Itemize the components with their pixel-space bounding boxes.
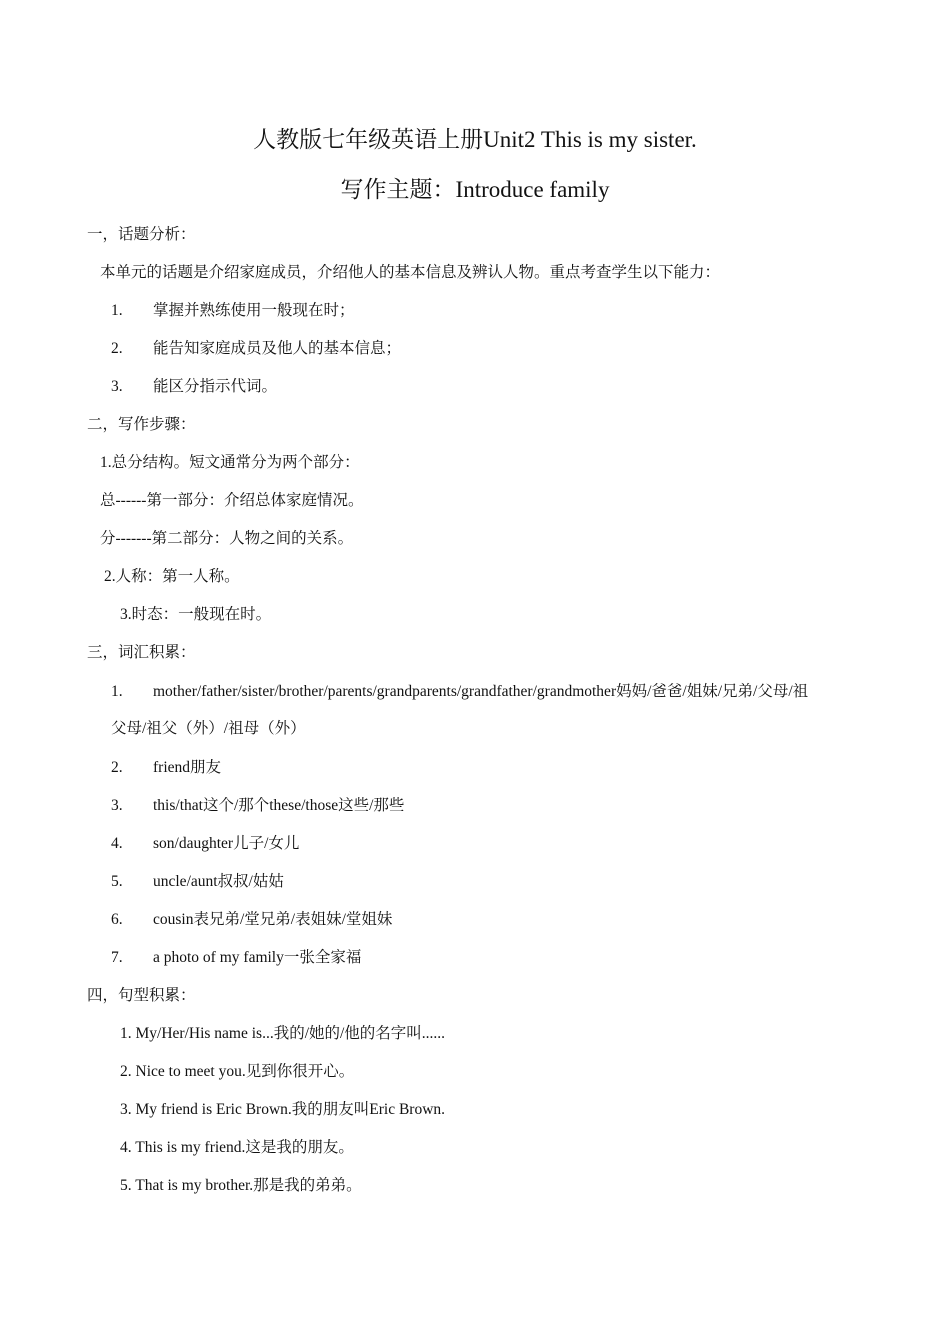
sentence-line: 3. My friend is Eric Brown.我的朋友叫Eric Brown. [120,1101,446,1118]
section-heading-sentence-patterns: 四，句型积累： [87,987,196,1004]
list-item-text: friend朋友 [153,759,222,776]
list-item-text: cousin表兄弟/堂兄弟/表姐妹/堂姐妹 [153,911,393,928]
list-item-text: son/daughter儿子/女儿 [153,835,300,852]
list-item-number: 3. [111,378,123,395]
list-item-text: this/that这个/那个these/those这些/那些 [153,797,405,814]
step-line: 2.人称：第一人称。 [104,568,240,585]
list-item-number: 2. [111,759,123,776]
sentence-line: 1. My/Her/His name is...我的/她的/他的名字叫...... [120,1025,446,1042]
list-item-text: mother/father/sister/brother/parents/grandparents/grandfather/grandmother妈妈/爸爸/姐妹/兄弟/父母/祖 [153,683,809,700]
document-subtitle: 写作主题：Introduce family [340,177,610,202]
list-item-text: 能告知家庭成员及他人的基本信息； [153,340,402,357]
list-item-number: 3. [111,797,123,814]
step-line: 3.时态：一般现在时。 [120,606,272,623]
list-item-text: 能区分指示代词。 [153,378,278,395]
list-item-number: 7. [111,949,123,966]
section-heading-topic-analysis: 一，话题分析： [87,226,196,243]
list-item-text: 掌握并熟练使用一般现在时； [153,302,355,319]
list-item-number: 5. [111,873,123,890]
list-item-number: 4. [111,835,123,852]
document-title: 人教版七年级英语上册Unit2 This is my sister. [253,127,697,152]
sentence-line: 2. Nice to meet you.见到你很开心。 [120,1063,355,1080]
sentence-line: 5. That is my brother.那是我的弟弟。 [120,1177,362,1194]
list-item-number: 2. [111,340,123,357]
list-item-text: a photo of my family一张全家福 [153,949,362,966]
step-line: 分-------第二部分：人物之间的关系。 [100,530,354,547]
section-heading-writing-steps: 二，写作步骤： [87,416,196,433]
step-line: 总------第一部分：介绍总体家庭情况。 [100,492,364,509]
list-item-number: 1. [111,302,123,319]
section-intro: 本单元的话题是介绍家庭成员，介绍他人的基本信息及辨认人物。重点考查学生以下能力： [100,264,721,281]
list-item-number: 6. [111,911,123,928]
section-heading-vocabulary: 三，词汇积累： [87,644,196,661]
list-item-continuation: 父母/祖父（外）/祖母（外） [111,720,306,737]
list-item-text: uncle/aunt叔叔/姑姑 [153,873,284,890]
step-line: 1.总分结构。短文通常分为两个部分： [100,454,360,471]
list-item-number: 1. [111,683,123,700]
sentence-line: 4. This is my friend.这是我的朋友。 [120,1139,354,1156]
